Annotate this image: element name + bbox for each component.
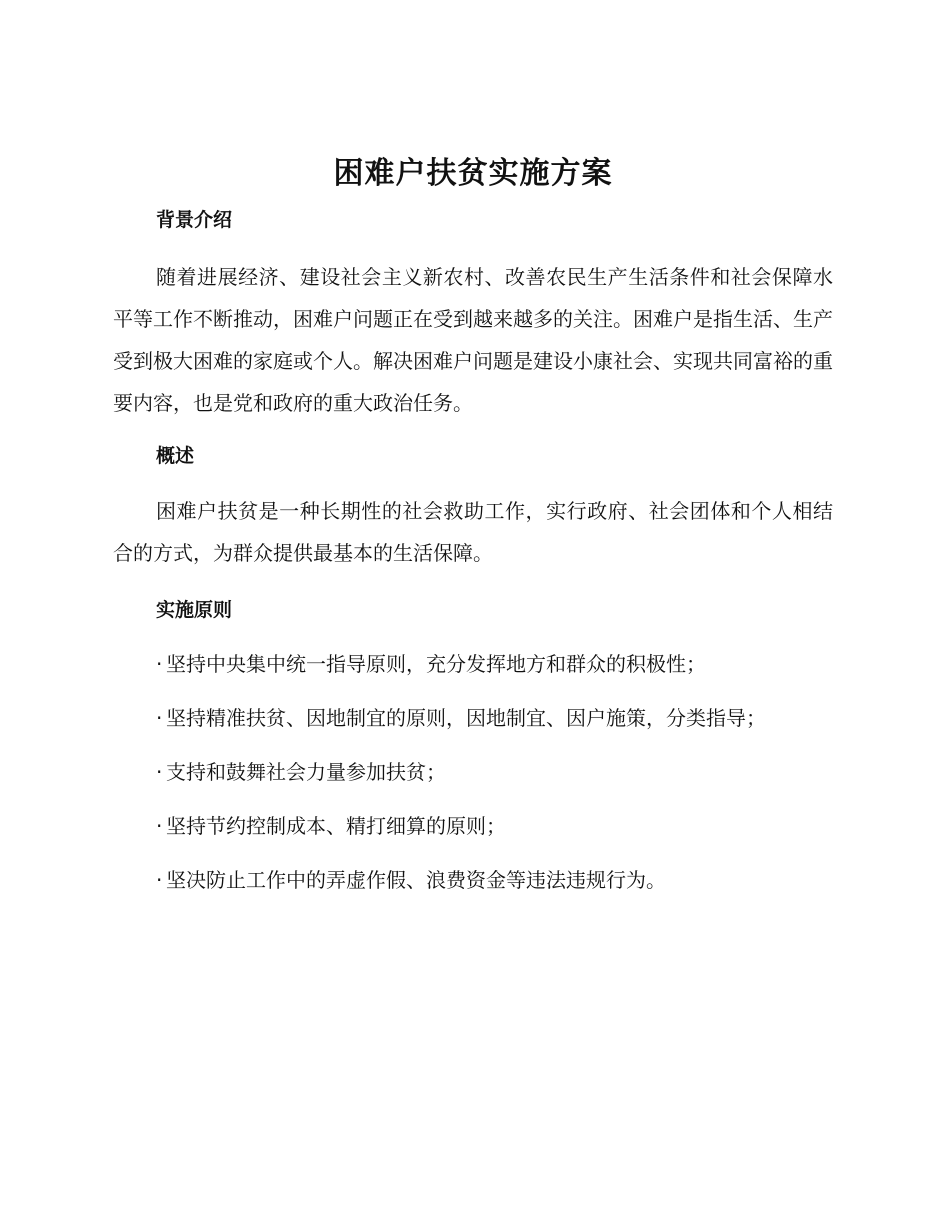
list-item	[113, 810, 833, 842]
principles-list	[113, 648, 833, 896]
list-item	[113, 864, 833, 896]
list-item-text: 支持和鼓舞社会力量参加扶贫；	[166, 760, 446, 784]
list-item-text: 坚持精准扶贫、因地制宜的原则，因地制宜、因户施策，分类指导；	[166, 706, 766, 730]
bullet-marker: ·	[156, 760, 163, 784]
section-heading-principles: 实施原则	[156, 599, 233, 621]
document-title: 困难户扶贫实施方案	[333, 156, 613, 191]
list-item	[113, 702, 833, 734]
list-item-text: 坚决防止工作中的弄虚作假、浪费资金等违法违规行为。	[166, 868, 666, 892]
document-page	[113, 150, 833, 896]
bullet-marker: ·	[156, 868, 163, 892]
section-overview	[113, 440, 833, 574]
section-background	[113, 204, 833, 424]
section-heading-background: 背景介绍	[156, 209, 233, 231]
overview-paragraph: 困难户扶贫是一种长期性的社会救助工作，实行政府、社会团体和个人相结合的方式，为群众提供最基本的生活保障。	[113, 499, 833, 565]
list-item	[113, 648, 833, 680]
section-heading-overview: 概述	[156, 445, 195, 467]
bullet-marker: ·	[156, 706, 163, 730]
list-item	[113, 756, 833, 788]
list-item-text: 坚持中央集中统一指导原则，充分发挥地方和群众的积极性；	[166, 652, 706, 676]
section-principles	[113, 594, 833, 896]
bullet-marker: ·	[156, 652, 163, 676]
list-item-text: 坚持节约控制成本、精打细算的原则；	[166, 814, 506, 838]
background-paragraph: 随着进展经济、建设社会主义新农村、改善农民生产生活条件和社会保障水平等工作不断推动，困难户问题正在受到越来越多的关注。困难户是指生活、生产受到极大困难的家庭或个人。解决困难户问题是建设小康社会、实现共同富裕的重要内容，也是党和政府的重大政治任务。	[113, 265, 833, 415]
bullet-marker: ·	[156, 814, 163, 838]
